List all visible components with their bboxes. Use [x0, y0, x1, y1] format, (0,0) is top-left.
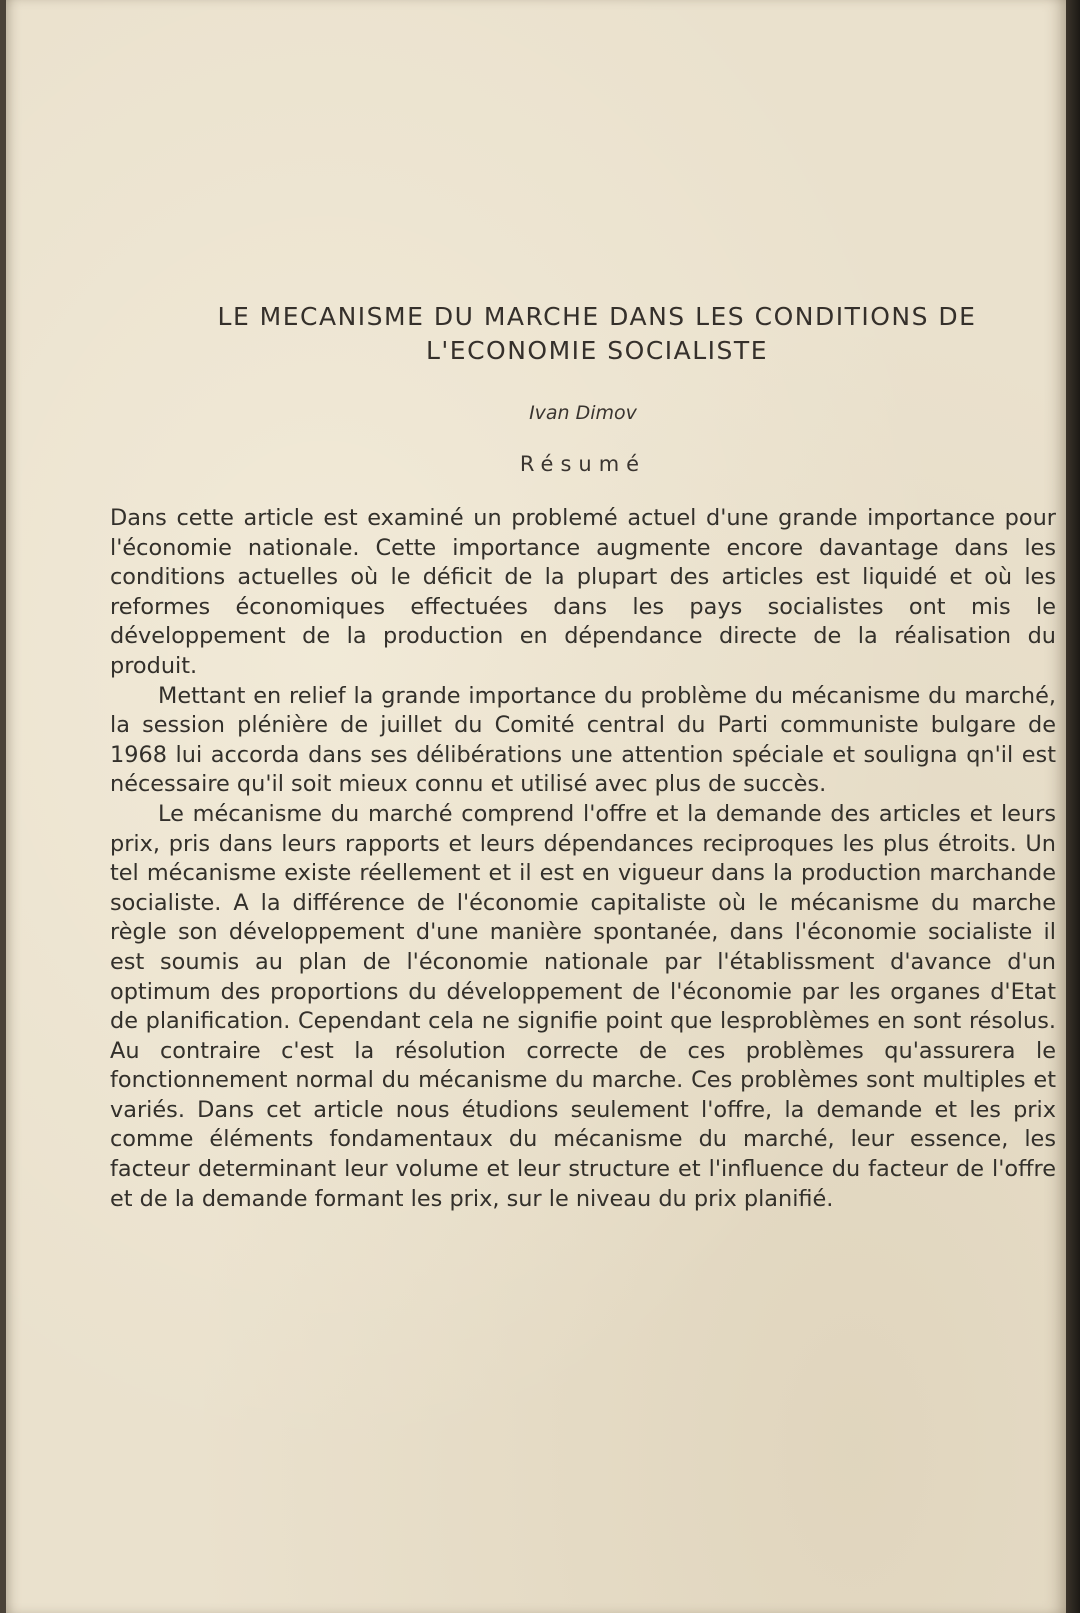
title-line-1: LE MECANISME DU MARCHE DANS LES CONDITIONS DE: [217, 302, 977, 331]
scanned-page: [6, 0, 1068, 1613]
author-name: Ivan Dimov: [529, 402, 637, 424]
article-body: [110, 504, 1056, 1214]
paragraph-2: Mettant en relief la grande importance du problème du mécanisme du marché, la session plénière de juillet du Comité central du Parti communiste bulgare de 1968 lui accorda dans ses délibérations une attention spéciale et souligna qn'il est nécessaire qu'il soit mieux connu et utilisé avec plus de succès.: [110, 682, 1056, 798]
paragraph-3: Le mécanisme du marché comprend l'offre et la demande des articles et leurs prix, pris dans leurs rapports et leurs dépendances reciproques les plus étroits. Un tel mécanisme existe réellement et il est en vigueur dans la production marchande socialiste. A la différence de l'économie capitaliste où le mécanisme du marche règle son développement d'une manière spontanée, dans l'économie socialiste il est soumis au plan de l'économie nationale par l'établissment d'avance d'un optimum des proportions du développement de l'économie par les organes d'Etat de planification. Cependant cela ne signifie point que lesproblèmes en sont résolus. Au contraire c'est la résolution correcte de ces problèmes qu'assurera le fonctionnement normal du mécanisme du marche. Ces problèmes sont multiples et variés. Dans cet article nous étudions seulement l'offre, la demande et les prix comme éléments fondamentaux du mécanisme du marché, leur essence, les facteur determinant leur volume et leur structure et l'influence du facteur de l'offre et de la demande formant les prix, sur le niveau du prix planifié.: [110, 800, 1056, 1212]
section-heading: Résumé: [519, 452, 647, 476]
book-spine-edge: [1066, 0, 1080, 1613]
article-title: [138, 300, 1056, 368]
article-content: [110, 300, 1056, 1214]
paragraph-1: Dans cette article est examiné un problemé actuel d'une grande importance pour l'économie nationale. Cette importance augmente encore davantage dans les conditions actuelles où le déficit de la plupart des articles est liquidé et où les reformes économiques effectuées dans les pays socialistes ont mis le développement de la production en dépendance directe de la réalisation du produit.: [110, 505, 1056, 679]
title-line-2: L'ECONOMIE SOCIALISTE: [425, 336, 768, 365]
